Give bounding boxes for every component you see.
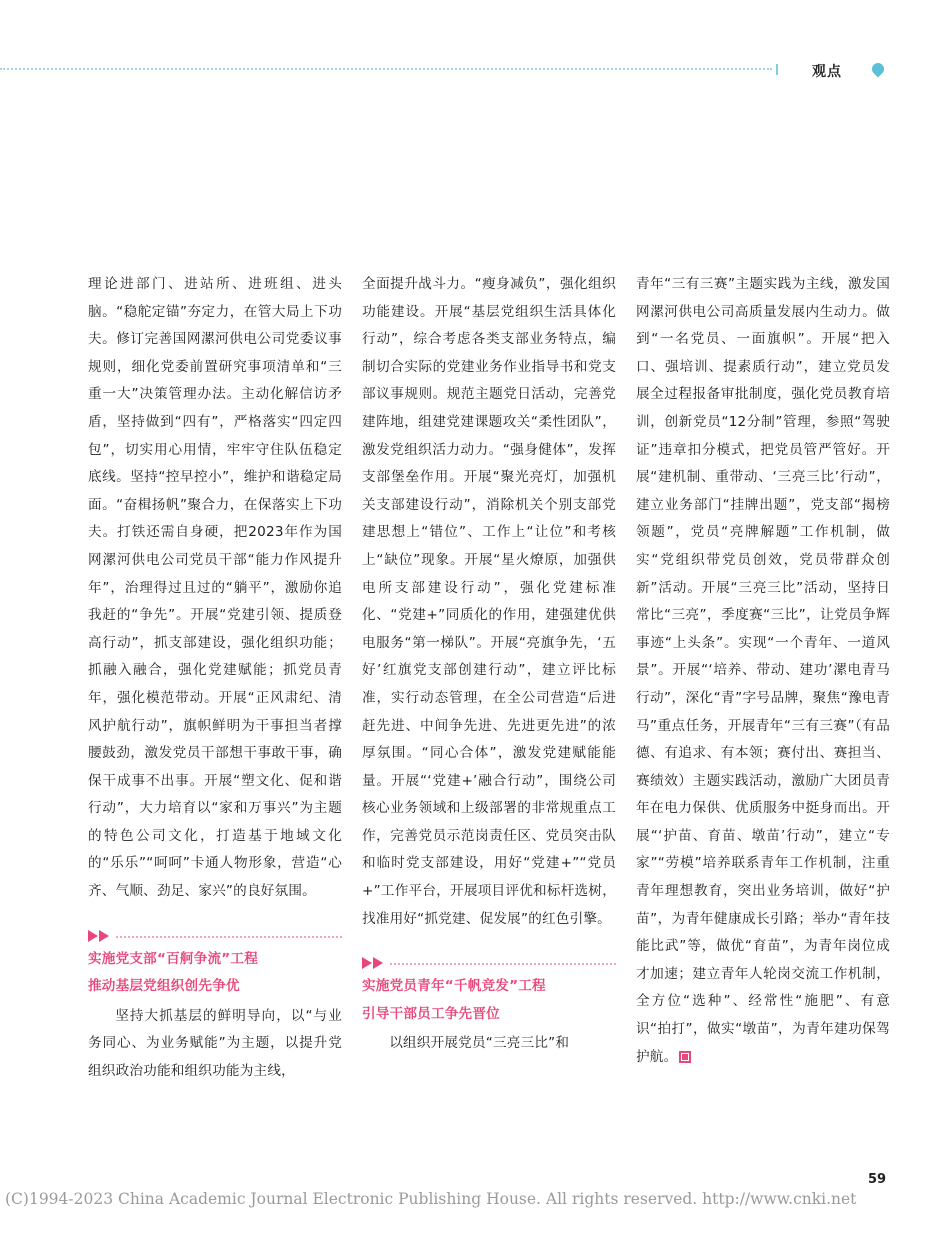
- heading-line-2: 推动基层党组织创先争优: [88, 978, 240, 995]
- heading-dotted-rule: [116, 936, 342, 938]
- heading-dotted-rule: [390, 963, 616, 965]
- text-column-2: [362, 271, 616, 1058]
- arrow-icon: [99, 930, 109, 942]
- drop-icon: [870, 61, 887, 78]
- arrow-icon: [373, 957, 383, 969]
- heading-arrows: [88, 926, 342, 946]
- section-label: 观点: [812, 64, 842, 80]
- arrow-icon: [362, 957, 372, 969]
- heading-line-1: 实施党支部“百舸争流”工程: [88, 950, 258, 967]
- page-number: 59: [868, 1172, 887, 1187]
- col1-paragraph-1: 理论进部门、进站所、进班组、进头脑。“稳舵定锚”夯定力，在管大局上下功夫。修订完善国网漯河供电公司党委议事规则，细化党委前置研究事项清单和“三重一大”决策管理办法。主动化解信访矛盾，坚持做到“四有”，严格落实“四定四包”，切实用心用情，牢牢守住队伍稳定底线。坚持“控早控小”，维护和谐稳定局面。“奋楫扬帆”聚合力，在保落实上下功夫。打铁还需自身硬，把2023年作为国网漯河供电公司党员干部“能力作风提升年”，治理得过且过的“躺平”，激励你追我赶的“争先”。开展“党建引领、提质登高行动”，抓支部建设，强化组织功能；抓融入融合，强化党建赋能；抓党员青年，强化模范带动。开展“正风肃纪、清风护航行动”，旗帜鲜明为干事担当者撑腰鼓劲，激发党员干部想干事敢干事，确保干成事不出事。开展“塑文化、促和谐行动”，大力培育以“家和万事兴”为主题的特色公司文化，打造基于地域文化的“乐乐”“呵呵”卡通人物形象，营造“心齐、气顺、劲足、家兴”的良好氛围。: [88, 276, 342, 900]
- heading-line-2: 引导干部员工争先晋位: [362, 1005, 500, 1022]
- header-dotted-rule: [0, 68, 772, 70]
- col2-paragraph-2: 以组织开展党员“三亮三比”和: [389, 1035, 570, 1052]
- col1-paragraph-2: 坚持大抓基层的鲜明导向，以“与业务同心、为业务赋能”为主题，以提升党组织政治功能和组织功能为主线，: [88, 1007, 342, 1080]
- text-column-3: [636, 271, 890, 1071]
- arrow-icon: [88, 930, 98, 942]
- col3-paragraph-text: 青年“三有三赛”主题实践为主线，激发国网漯河供电公司高质量发展内生动力。做到“一名党员、一面旗帜”。开展“把入口、强培训、提素质行动”，建立党员发展全过程报备审批制度，强化党员教育培训，创新党员“12分制”管理，参照“驾驶证”违章扣分模式，把党员管严管好。开展“建机制、重带动、‘三亮三比’行动”，建立业务部门“挂牌出题”，党支部“揭榜领题”，党员“亮牌解题”工作机制，做实“党组织带党员创效，党员带群众创新”活动。开展“三亮三比”活动，坚持日常比“三亮”，季度赛“三比”，让党员争辉事迹“上头条”。实现“一个青年、一道风景”。开展“‘培养、带动、建功’漯电青马行动”，深化“青”字号品牌，聚焦“豫电青马”重点任务，开展青年“三有三赛”（有品德、有追求、有本领；赛付出、赛担当、赛绩效）主题实践活动，激励广大团员青年在电力保供、优质服务中挺身而出。开展“‘护苗、育苗、墩苗’行动”，建立“专家”“劳模”培养联系青年工作机制，注重青年理想教育，突出业务培训，做好“护苗”，为青年健康成长引路；举办“青年技能比武”等，做优“育苗”，为青年岗位成才加速；建立青年人轮岗交流工作机制，全方位“选种”、经常性“施肥”、有意识“拍打”，做实“墩苗”，为青年建功保驾护航。: [636, 276, 890, 1065]
- section-heading-2: [362, 953, 616, 1028]
- heading-arrows: [362, 953, 616, 973]
- heading-line-1: 实施党员青年“千帆竞发”工程: [362, 978, 546, 995]
- section-heading-1: [88, 926, 342, 1001]
- copyright-footer: (C)1994-2023 China Academic Journal Electronic Publishing House. All rights reserved. http://www.cnki.net: [5, 1190, 857, 1208]
- end-mark-icon: [679, 1051, 691, 1063]
- header-divider: [776, 64, 778, 75]
- col3-paragraph-1: [636, 271, 890, 1071]
- col2-paragraph-1: 全面提升战斗力。“瘦身减负”，强化组织功能建设。开展“基层党组织生活具体化行动”，综合考虑各类支部业务特点，编制切合实际的党建业务作业指导书和党支部议事规则。规范主题党日活动，完善党建阵地，组建党建课题攻关“柔性团队”，激发党组织活力动力。“强身健体”，发挥支部堡垒作用。开展“聚光亮灯，加强机关支部建设行动”，消除机关个别支部党建思想上“错位”、工作上“让位”和考核上“缺位”现象。开展“星火燎原，加强供电所支部建设行动”，强化党建标准化、“党建+”同质化的作用，建强建优供电服务“第一梯队”。开展“亮旗争先，‘五好’红旗党支部创建行动”，建立评比标准，实行动态管理，在全公司营造“后进赶先进、中间争先进、先进更先进”的浓厚氛围。“同心合体”，激发党建赋能能量。开展“‘党建+’融合行动”，围绕公司核心业务领域和上级部署的非常规重点工作，完善党员示范岗责任区、党员突击队和临时党支部建设，用好“党建+”“党员+”工作平台，开展项目评优和标杆选树，找准用好“抓党建、促发展”的红色引擎。: [362, 276, 616, 927]
- text-column-1: [88, 271, 342, 1086]
